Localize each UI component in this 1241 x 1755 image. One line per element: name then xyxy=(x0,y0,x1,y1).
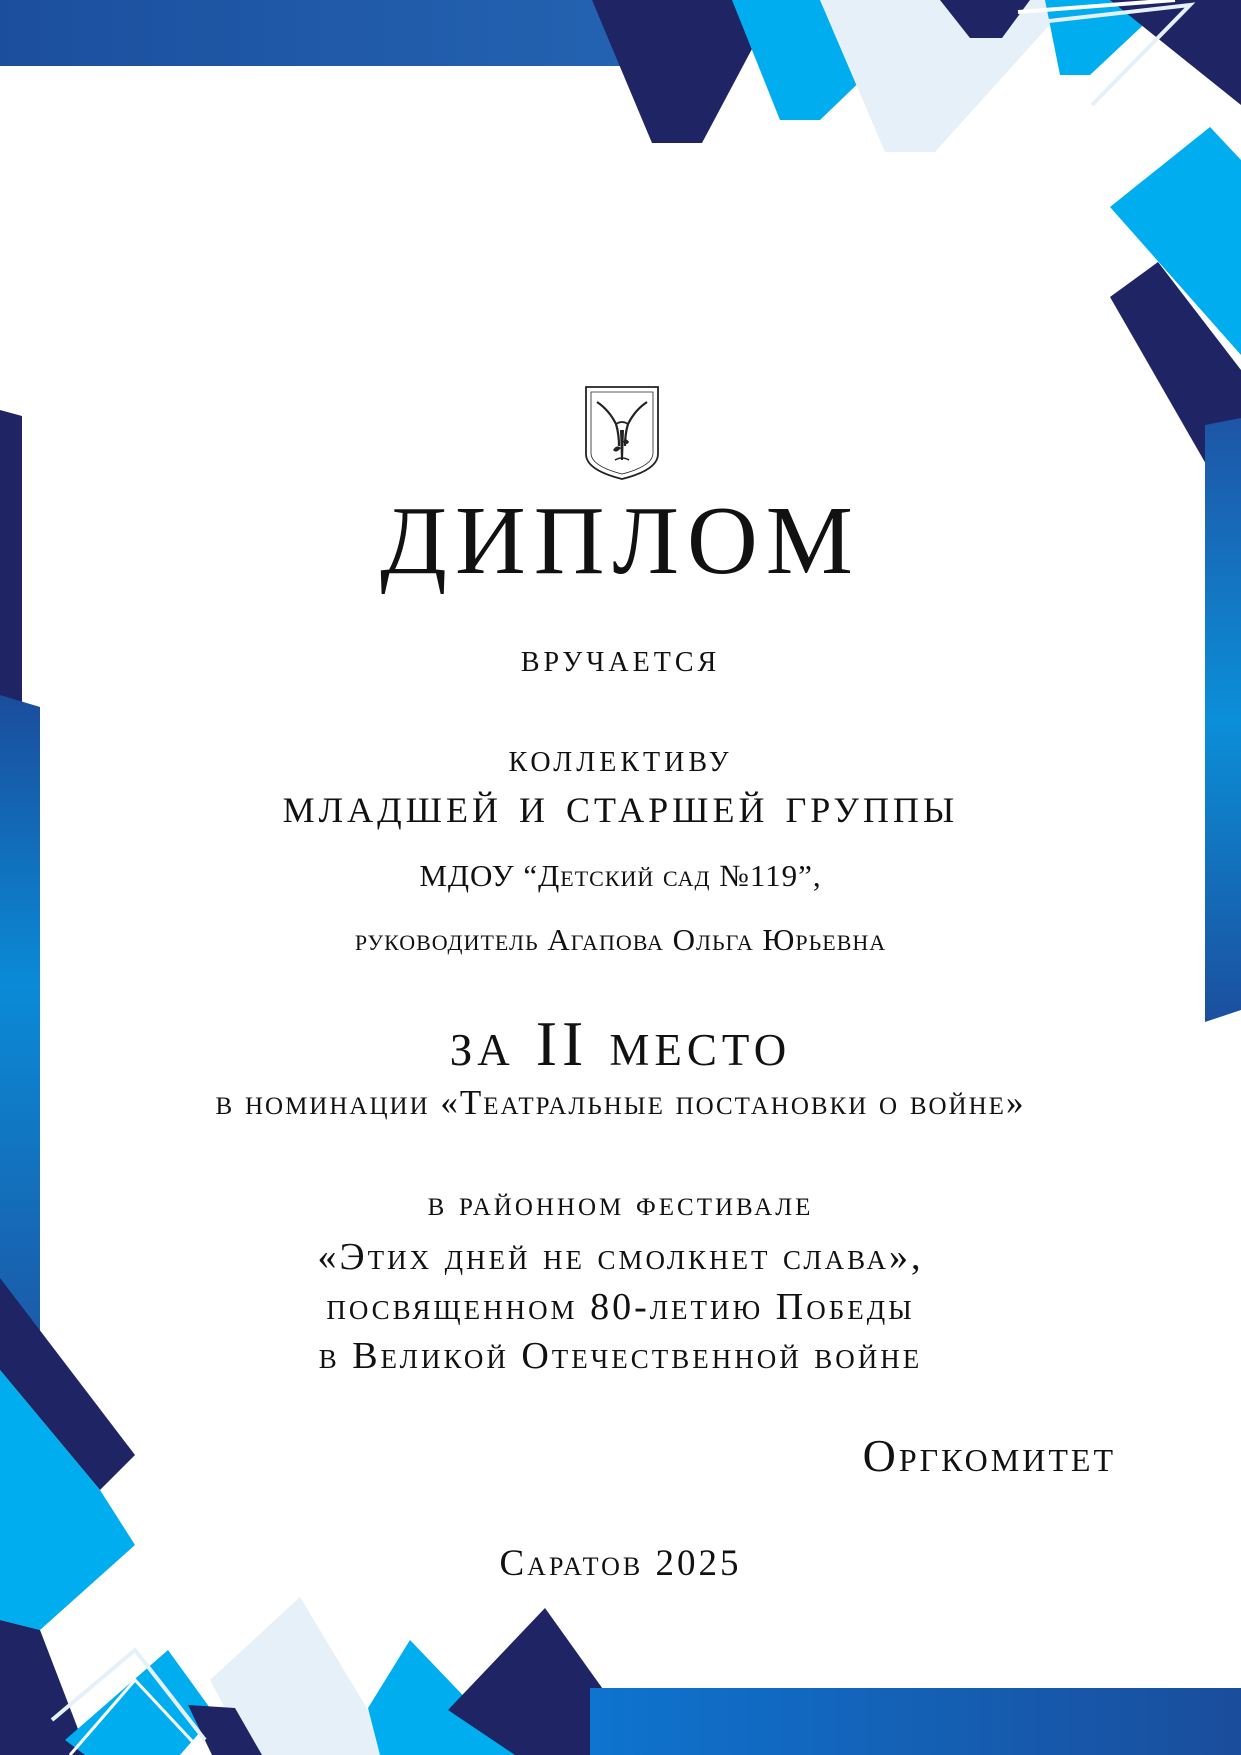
organization-name: МДОУ “Детский сад №119”, xyxy=(419,858,822,893)
group-leader: руководитель Агапова Ольга Юрьевна xyxy=(354,922,887,957)
awarded-label: вручается xyxy=(520,635,721,680)
city-and-year: Саратов 2025 xyxy=(499,1543,742,1584)
festival-line-2: «Этих дней не смолкнет слава», xyxy=(317,1236,924,1278)
saratov-coat-of-arms-icon xyxy=(583,384,661,484)
festival-line-3: посвященном 80-летию Победы xyxy=(326,1286,915,1328)
bottom-border-band xyxy=(590,1688,1241,1755)
organizing-committee-signature: Оргкомитет xyxy=(862,1430,1116,1481)
diploma-title: ДИПЛОМ xyxy=(380,487,861,595)
festival-line-1: в районном фестивале xyxy=(427,1184,814,1223)
award-place: за II место xyxy=(449,1008,792,1079)
recipient-prefix: коллективу xyxy=(508,735,733,780)
recipient-name: младшей и старшей группы xyxy=(282,777,959,834)
festival-line-4: в Великой Отечественной войне xyxy=(318,1335,923,1377)
nomination: в номинации «Театральные постановки о войне» xyxy=(215,1083,1026,1122)
